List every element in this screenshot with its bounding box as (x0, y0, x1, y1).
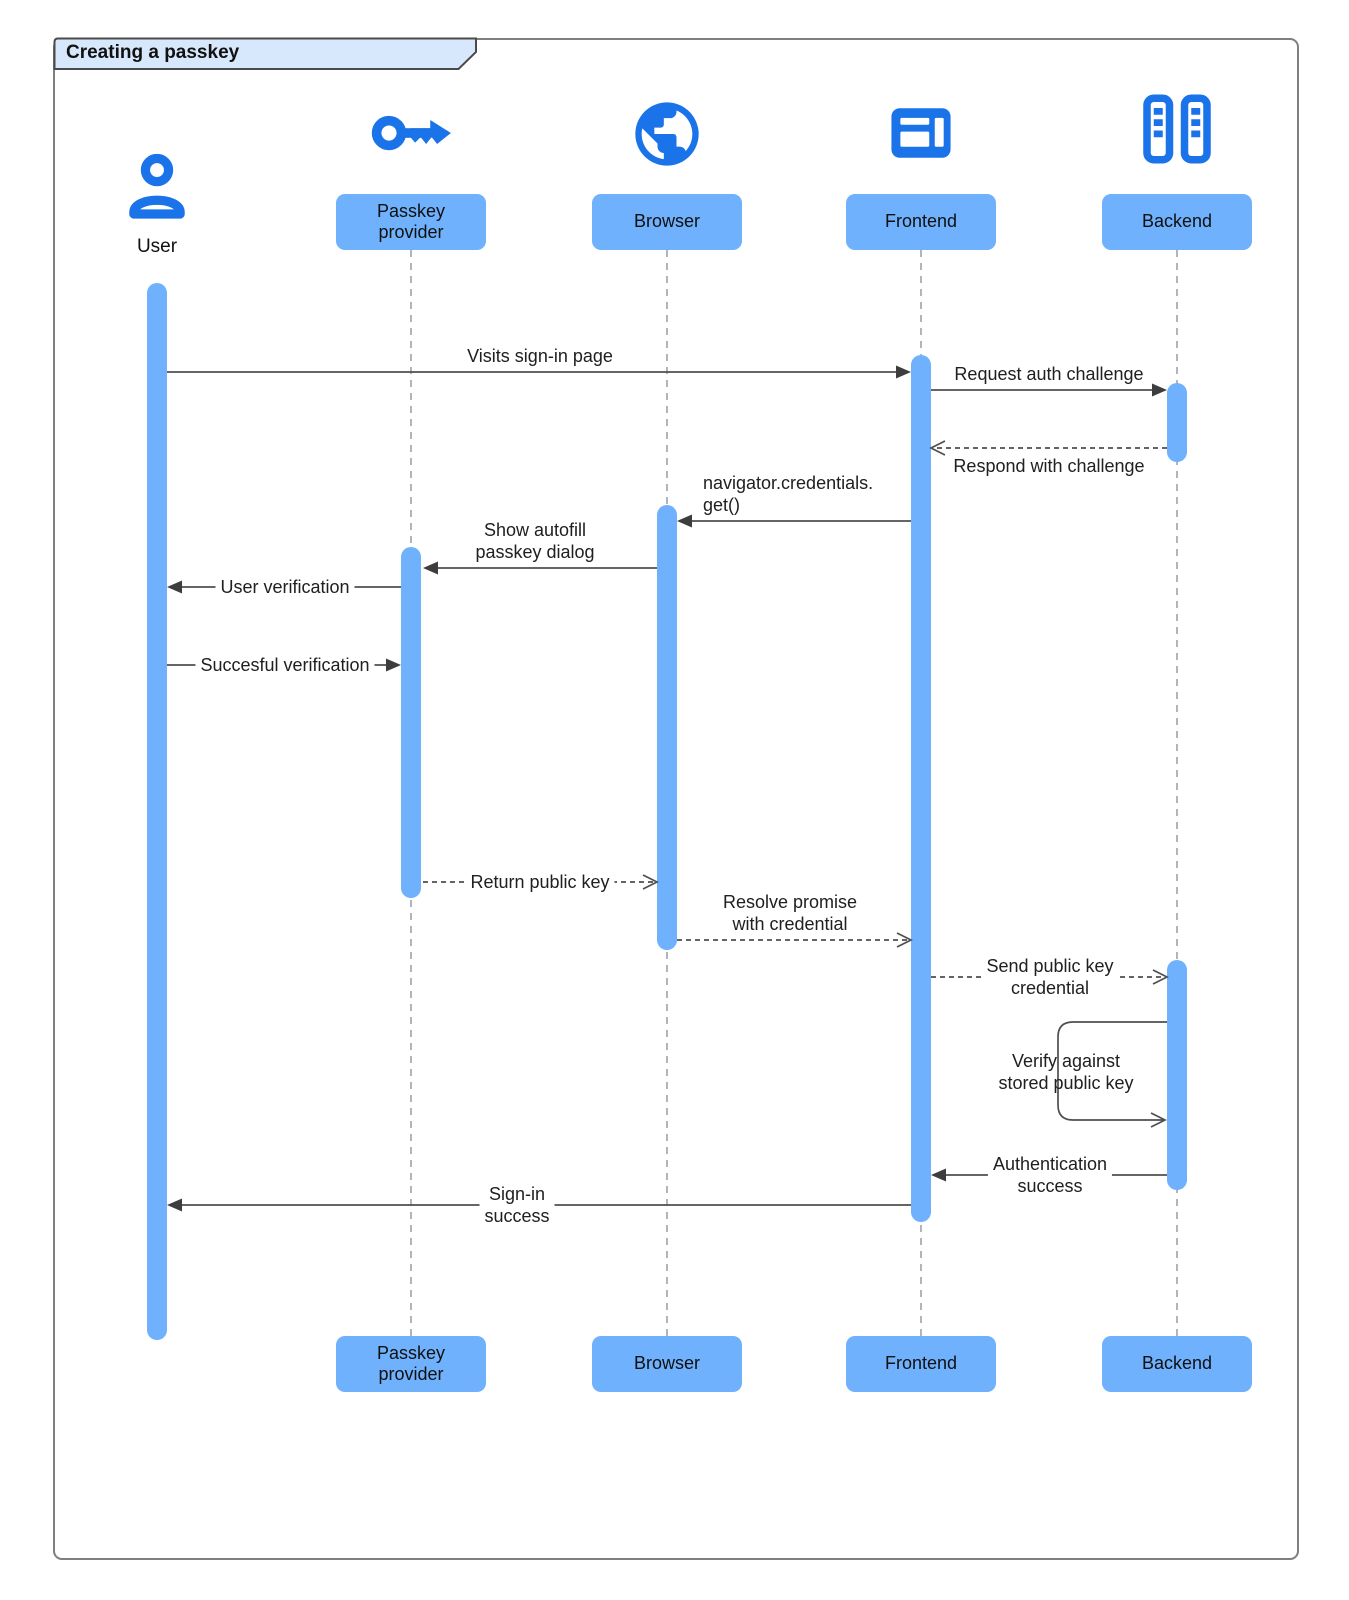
actor-box-top-frontend: Frontend (846, 194, 996, 250)
message-label: Sign-in success (479, 1183, 554, 1227)
message-label: Verify against stored public key (998, 1051, 1134, 1093)
activation-bar-frontend (911, 355, 931, 1222)
message-label: Request auth challenge (954, 364, 1144, 384)
actor-box-top-browser: Browser (592, 194, 742, 250)
self-loop-path (1058, 1022, 1167, 1120)
diagram-title: Creating a passkey (66, 42, 240, 63)
arrowhead-filled (167, 1199, 182, 1212)
message-label: Authentication success (988, 1153, 1112, 1197)
activation-bar-user (147, 283, 167, 1340)
message-label: Resolve promise with credential (722, 892, 858, 934)
arrowhead-filled (896, 366, 911, 379)
activation-bar-backend (1167, 960, 1187, 1190)
message-label: navigator.credentials. get() (703, 473, 874, 515)
message-label: Return public key (465, 871, 614, 893)
message-label: Visits sign-in page (467, 346, 613, 366)
message-label: Succesful verification (195, 654, 374, 676)
arrowhead-filled (423, 562, 438, 575)
activation-bar-browser (657, 505, 677, 950)
arrowhead-filled (677, 515, 692, 528)
arrowhead-filled (167, 581, 182, 594)
arrowhead-filled (1152, 384, 1167, 397)
arrowhead-filled (386, 659, 401, 672)
message-label: Respond with challenge (953, 456, 1145, 476)
message-label: Show autofill passkey dialog (475, 520, 595, 562)
actor-box-top-passkey-provider: Passkey provider (336, 194, 486, 250)
arrowhead-filled (931, 1169, 946, 1182)
activation-bar-backend (1167, 383, 1187, 462)
actor-box-bottom-frontend: Frontend (846, 1336, 996, 1392)
message-label: Send public key credential (981, 955, 1118, 999)
actor-box-bottom-passkey-provider: Passkey provider (336, 1336, 486, 1392)
actor-label-user: User (136, 236, 178, 257)
actor-box-top-backend: Backend (1102, 194, 1252, 250)
actor-box-bottom-browser: Browser (592, 1336, 742, 1392)
activation-bar-passkey-provider (401, 547, 421, 898)
actor-box-bottom-backend: Backend (1102, 1336, 1252, 1392)
message-label: User verification (215, 576, 354, 598)
